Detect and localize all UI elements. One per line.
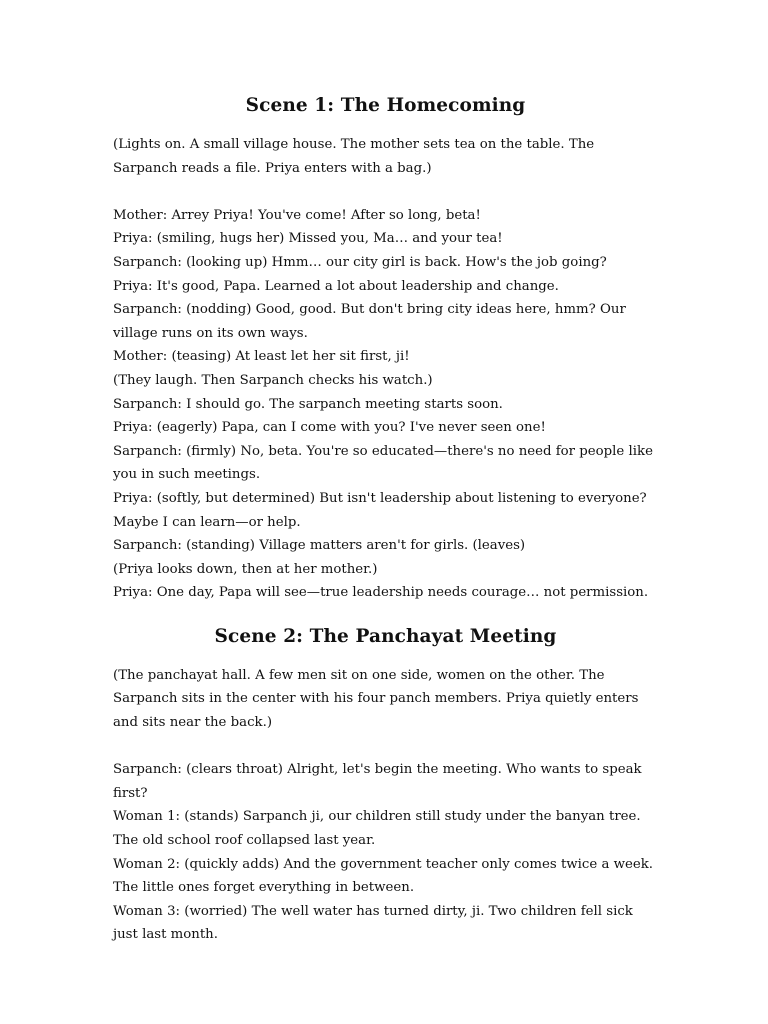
scene-1-line: Sarpanch: (firmly) No, beta. You're so educated—there's no need for people like you in such meetings. bbox=[113, 443, 658, 483]
scene-1-line: Sarpanch: (nodding) Good, good. But don't bring city ideas here, hmm? Our village runs on its own ways. bbox=[113, 302, 631, 341]
scene-1-line: (They laugh. Then Sarpanch checks his watch.) bbox=[113, 372, 433, 388]
scene-1-line: (Priya looks down, then at her mother.) bbox=[113, 561, 378, 577]
scene-1-line: Sarpanch: I should go. The sarpanch meeting starts soon. bbox=[113, 396, 503, 412]
scene-1-line: Priya: It's good, Papa. Learned a lot about leadership and change. bbox=[113, 278, 559, 294]
scene-1-title: Scene 1: The Homecoming bbox=[245, 95, 526, 116]
scene-1-line: Sarpanch: (looking up) Hmm… our city girl is back. How's the job going? bbox=[113, 254, 607, 270]
scene-2-title: Scene 2: The Panchayat Meeting bbox=[214, 625, 557, 647]
scene-1-stage-direction: (Lights on. A small village house. The mother sets tea on the table. The Sarpanch reads a file. Priya enters with a bag.) bbox=[113, 137, 599, 176]
scene-1-line: Priya: (eagerly) Papa, can I come with you? I've never seen one! bbox=[113, 420, 546, 436]
scene-1-line: Priya: (smiling, hugs her) Missed you, Ma… and your tea! bbox=[113, 231, 503, 247]
scene-1-line: Priya: One day, Papa will see—true leadership needs courage… not permission. bbox=[113, 585, 649, 601]
scene-2-line: Woman 1: (stands) Sarpanch ji, our children still study under the banyan tree. The old school roof collapsed last year. bbox=[113, 809, 645, 849]
scene-2-line: Woman 2: (quickly adds) And the government teacher only comes twice a week. The little ones forget everything in between. bbox=[113, 856, 658, 896]
scene-1-line: Sarpanch: (standing) Village matters aren't for girls. (leaves) bbox=[113, 538, 526, 554]
script-content bbox=[113, 93, 658, 947]
scene-2-line: Sarpanch: (clears throat) Alright, let's begin the meeting. Who wants to speak first? bbox=[113, 762, 646, 801]
scene-1-line: Mother: (teasing) At least let her sit first, ji! bbox=[113, 349, 410, 365]
scene-1-line: Priya: (softly, but determined) But isn't leadership about listening to everyone? Maybe I can learn—or help. bbox=[113, 490, 651, 530]
scene-2-stage-direction: (The panchayat hall. A few men sit on one side, women on the other. The Sarpanch sits in the center with his four panch members. Priya quietly enters and sits near the back.) bbox=[113, 667, 643, 731]
scene-1-line: Mother: Arrey Priya! You've come! After so long, beta! bbox=[113, 207, 481, 223]
scene-2-line: Woman 3: (worried) The well water has turned dirty, ji. Two children fell sick just last month. bbox=[113, 903, 638, 943]
